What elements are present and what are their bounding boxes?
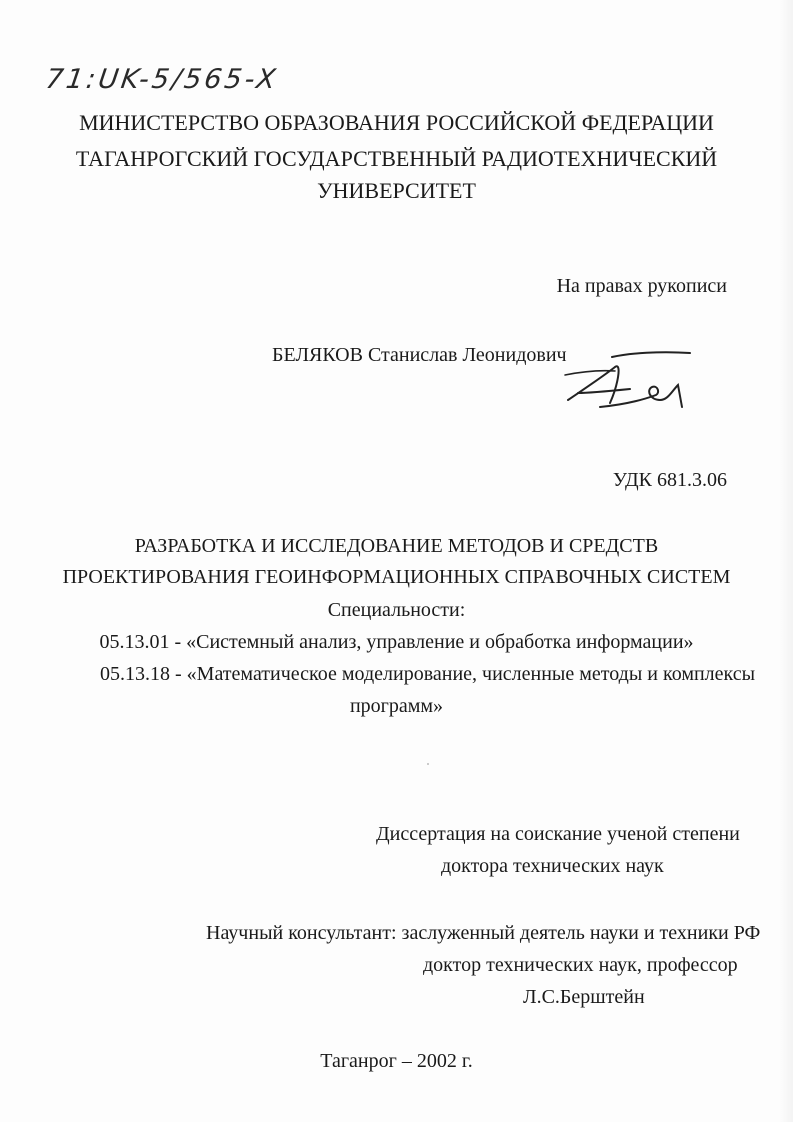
specialty-continuation: программ» (349, 695, 444, 717)
author-name: БЕЛЯКОВ Станислав Леонидович (272, 344, 567, 366)
scan-edge-shadow (779, 0, 793, 1122)
dissertation-line2: доктора технических наук (441, 855, 664, 877)
university-heading-line1: ТАГАНРОГСКИЙ ГОСУДАРСТВЕННЫЙ РАДИОТЕХНИЧЕСКИЙ (75, 146, 718, 171)
archive-code-handwritten: 71:UK-5/565-X (43, 64, 281, 95)
manuscript-rights: На правах рукописи (556, 275, 727, 297)
title-line2: ПРОЕКТИРОВАНИЯ ГЕОИНФОРМАЦИОННЫХ СПРАВОЧНЫХ СИСТЕМ (62, 566, 731, 588)
consultant-line1: Научный консультант: заслуженный деятель науки и техники РФ (206, 922, 761, 944)
dissertation-line1: Диссертация на соискание ученой степени (376, 823, 740, 845)
consultant-name: Л.С.Берштейн (523, 986, 645, 1008)
author-signature (560, 345, 700, 415)
specialty-item: 05.13.18 - «Математическое моделирование, численные методы и комплексы (100, 663, 756, 685)
consultant-line2: доктор технических наук, профессор (423, 954, 738, 976)
specialties-label: Специальности: (327, 599, 466, 621)
title-line1: РАЗРАБОТКА И ИССЛЕДОВАНИЕ МЕТОДОВ И СРЕДСТВ (134, 535, 659, 557)
udc-code: УДК 681.3.06 (612, 469, 727, 491)
city-year: Таганрог – 2002 г. (320, 1050, 473, 1072)
ministry-heading: МИНИСТЕРСТВО ОБРАЗОВАНИЯ РОССИЙСКОЙ ФЕДЕРАЦИИ (79, 110, 714, 135)
university-heading-line2: УНИВЕРСИТЕТ (317, 178, 476, 203)
scan-speck (427, 763, 429, 765)
specialty-item: 05.13.01 - «Системный анализ, управление и обработка информации» (99, 631, 694, 653)
